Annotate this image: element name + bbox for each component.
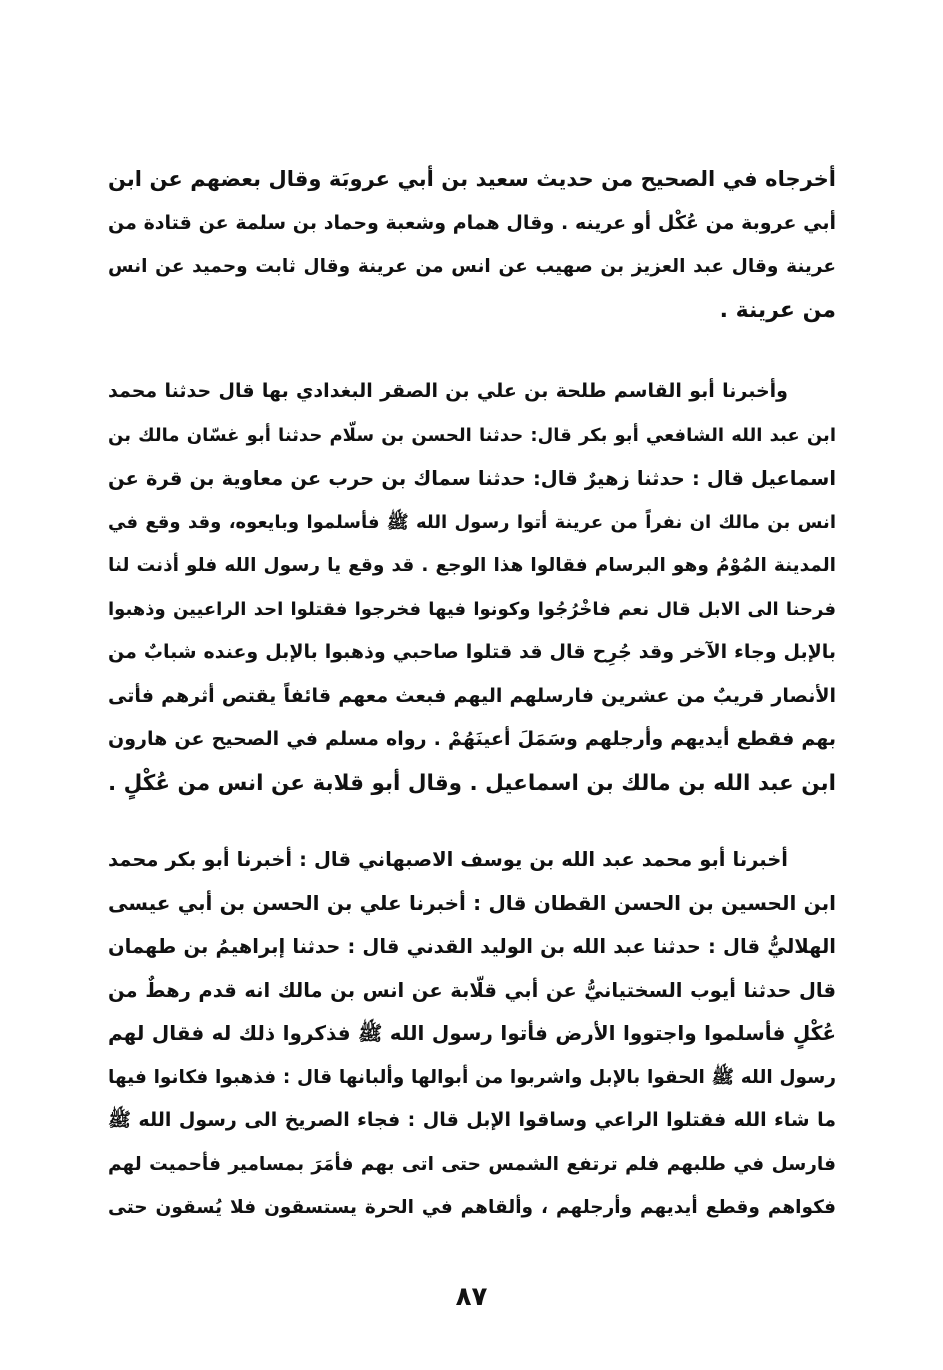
text-line: فكواهم وقطع أيديهم وأرجلهم ، وألقاهم في الحرة يستسقون فلا يُسقون حتى bbox=[108, 1197, 836, 1218]
text-line: الهلاليُّ قال : حدثنا عبد الله بن الوليد القدني قال : حدثنا إبراهيمُ بن طهمان bbox=[108, 935, 836, 958]
text-line: فرحنا الى الابل قال نعم فاخْرُجُوا وكونوا فيها فخرجوا فقتلوا احد الراعيين وذهبوا bbox=[108, 598, 836, 620]
text-line: من عرينة . bbox=[719, 297, 836, 323]
text-line: ابن عبد الله الشافعي أبو بكر قال: حدثنا الحسن بن سلّام حدثنا أبو غسّان مالك بن bbox=[108, 424, 836, 446]
text-line: بالإبل وجاء الآخر وقد جُرِح قال قد قتلوا صاحبي وذهبوا بالإبل وعنده شبابٌ من bbox=[108, 641, 836, 663]
text-line: ابن الحسين بن الحسن القطان قال : أخبرنا علي بن الحسن بن أبي عيسى bbox=[108, 890, 836, 915]
text-line: أبي عروبة من عُكْل أو عرينه . وقال همام وشعبة وحماد بن سلمة عن قتادة من bbox=[108, 211, 836, 234]
text-line: رسول الله ﷺ الحقوا بالإبل واشربوا من أبوالها وألبانها قال : فذهبوا فكانوا فيها bbox=[108, 1066, 836, 1088]
text-line: قال حدثنا أيوب السختيانيُّ عن أبي قلّابة عن انس بن مالك انه قدم رهطٌ من bbox=[108, 978, 836, 1002]
text-line: الأنصار قريبٌ من عشرين فارسلهم اليهم فبعث معهم قائفاً يقتص أثرهم فأتى bbox=[108, 684, 836, 707]
text-line: انس بن مالك ان نفراً من عرينة أتوا رسول الله ﷺ فأسلموا وبايعوه، وقد وقع في bbox=[108, 511, 836, 533]
text-line: عرينة وقال عبد العزيز بن صهيب عن انس من عرينة وقال ثابت وحميد عن انس bbox=[108, 256, 836, 277]
paragraph-2 bbox=[108, 370, 836, 805]
text-line: عُكْلٍ فأسلموا واجتووا الأرض فأتوا رسول الله ﷺ فذكروا ذلك له فقال لهم bbox=[108, 1021, 836, 1045]
text-line: وأخبرنا أبو القاسم طلحة بن علي بن الصقر البغدادي بها قال حدثنا محمد bbox=[108, 380, 788, 402]
text-line: ما شاء الله فقتلوا الراعي وساقوا الإبل قال : فجاء الصريخ الى رسول الله ﷺ bbox=[108, 1109, 836, 1131]
paragraph-3 bbox=[108, 838, 836, 1230]
text-line: اسماعيل قال : حدثنا زهيرٌ قال: حدثنا سماك بن حرب عن معاوية بن قرة عن bbox=[108, 467, 836, 490]
text-line: بهم فقطع أيديهم وأرجلهم وسَمَلَ أعينَهُمْ . رواه مسلم في الصحيح عن هارون bbox=[108, 728, 836, 750]
text-line: أخبرنا أبو محمد عبد الله بن يوسف الاصبهاني قال : أخبرنا أبو بكر محمد bbox=[108, 848, 788, 871]
text-line: المدينة المُوْمُ وهو البرسام فقالوا هذا الوجع . قد وقع يا رسول الله فلو أذنت لنا bbox=[108, 555, 836, 576]
paragraph-1 bbox=[108, 158, 836, 332]
page-number: ٨٧ bbox=[455, 1282, 488, 1312]
text-line: أخرجاه في الصحيح من حديث سعيد بن أبي عروبَة وقال بعضهم عن ابن bbox=[108, 167, 836, 191]
text-line: فارسل في طلبهم فلم ترتفع الشمس حتى اتى بهم فأمَرَ بمسامير فأحميت لهم bbox=[108, 1153, 836, 1175]
text-line: ابن عبد الله بن مالك بن اسماعيل . وقال أبو قلابة عن انس من عُكْلٍ . bbox=[108, 770, 836, 796]
